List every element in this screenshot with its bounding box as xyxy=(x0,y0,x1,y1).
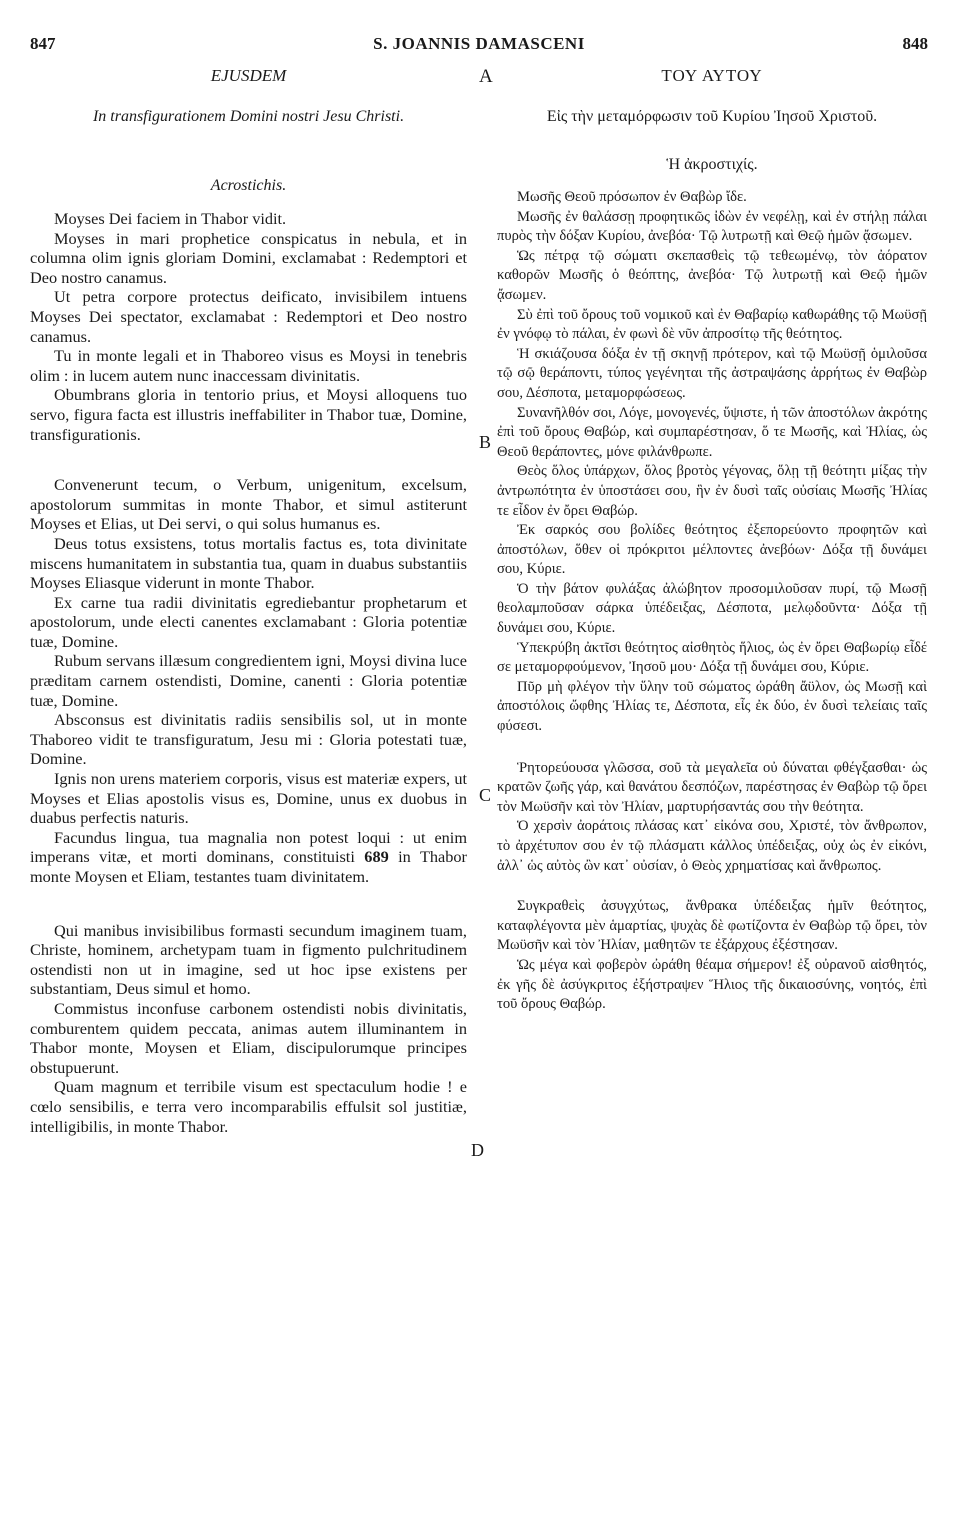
greek-paragraph: Ὁ τὴν βάτον φυλάξας ἀλώβητον προσομιλοῦσαν πυρί, τῷ Μωσῇ θεολαμποῦσαν σάρκα ὑπέδειξας, Δέσποτα, μελῳδοῦντα· Δόξα τῇ δυνάμει σου, Κύριε. xyxy=(497,580,927,637)
latin-paragraph: Absconsus est divinitatis radiis sensibilis sol, ut in monte Thaboreo vidit te transfiguratum, Jesu mi : Gloria potestati tuæ, Domine. xyxy=(30,710,467,769)
latin-paragraph: Tu in monte legali et in Thaboreo visus es Moysi in tenebris olim : in lucem autem nunc inaccessam divinitatis. xyxy=(30,346,467,385)
latin-paragraph-with-column-number xyxy=(30,828,467,887)
greek-paragraph: Ῥητορεύουσα γλῶσσα, σοῦ τὰ μεγαλεῖα οὐ δύναται φθέγξασθαι· ὡς κρατῶν ζωῆς γάρ, καὶ θανάτου δεσπόζων, παρέστησας ἐν Θαβὼρ τῷ ὄρει τὸν Μωϋσῆν καὶ τὸν Ἠλίαν, μαρτυρήσαντάς σου τὴν θεότητα. xyxy=(497,759,927,815)
latin-ode-3 xyxy=(30,921,467,1137)
greek-paragraph: Θεὸς ὅλος ὑπάρχων, ὅλος βροτὸς γέγονας, ὅλῃ τῇ θεότητι μίξας τὴν ἀντρωπότητα ἐν ὑποστάσει σου, ἣν ἐν δυσὶ ταῖς οὐσίαις Μωσῆς Ἠλίας τε εἶδον ἐν ὄρει Θαβώρ. xyxy=(497,463,927,519)
greek-column xyxy=(497,65,927,1015)
greek-paragraph: Ἐκ σαρκός σου βολίδες θεότητος ἐξεπορεύοντο προφητῶν καὶ ἀποστόλων, ὅθεν οἱ πρόκριτοι μέλποντες ἀνεβόων· Δόξα τῇ δυνάμει σου, Κύριε. xyxy=(497,522,927,578)
running-head xyxy=(30,34,928,58)
latin-paragraph: Commistus inconfuse carbonem ostendisti nobis divinitatis, comburentem quidem peccata, animas autem illuminantem in Thabor monte, Moysen et Eliam, discipulorumque principes obstupuerunt. xyxy=(30,998,467,1077)
greek-ode-4 xyxy=(497,897,927,1015)
greek-paragraph: Ὑπεκρύβη ἀκτῖσι θεότητος αἰσθητὸς ἥλιος, ὡς ἐν ὄρει Θαβωρίῳ εἶδέ σε μεταμορφούμενον, Ἰησοῦ μου· Δόξα τῇ δυνάμει σου, Κύριε. xyxy=(497,639,927,676)
margin-letter-d: D xyxy=(471,1140,484,1160)
greek-ode-1 xyxy=(497,188,927,404)
latin-paragraph: Ex carne tua radii divinitatis egrediebantur prophetarum et apostolorum, unde electi canentes exclamabant : Gloria potentiæ tuæ, Domine. xyxy=(30,592,467,651)
latin-paragraph-tail: in Thabor monte Moysen et Eliam, testantes tuam divinitatem. xyxy=(30,847,467,886)
latin-paragraph: Qui manibus invisibilibus formasti secundum imaginem tuam, Christe, hominem, archetypam tuam in figmento pulchritudinem ostendisti non ut in imagine, sed ut hoc ipse existens per substantiam, Deus simul et homo. xyxy=(30,920,467,999)
latin-paragraph: Ignis non urens materiem corporis, visus est materiæ expers, ut Moyses et Elias apostolis visus es, Domine, unus ex duobus in duabus perfectis naturis. xyxy=(30,769,467,828)
greek-paragraph: Ὡς πέτρᾳ τῷ σώματι σκεπασθεὶς τῷ τεθεωμένῳ, τὸν ἀόρατον καθορῶν Μωσῆς ὁ θεόπτης, ἀνεβόα· Τῷ λυτρωτῇ καὶ Θεῷ ἡμῶν ᾄσωμεν. xyxy=(497,247,927,303)
latin-title: In transfigurationem Domini nostri Jesu Christi. xyxy=(92,108,405,125)
latin-paragraph: Moyses Dei faciem in Thabor vidit. xyxy=(54,209,287,228)
margin-letter-b: B xyxy=(479,432,492,452)
latin-paragraph: Ut petra corpore protectus deificato, invisibilem intuens Moyses Dei spectator, exclamabat : Redemptori et Deo nostro canamus. xyxy=(30,287,467,346)
greek-paragraph: Σὺ ἐπὶ τοῦ ὄρους τοῦ νομικοῦ καὶ ἐν Θαβαρίῳ καθωράθης τῷ Μωϋσῇ ἐν γνόφῳ τὸ πάλαι, ἐν φωνὶ δὲ νῦν ἀπροσίτῳ τῆς θεότητος. xyxy=(497,306,927,343)
latin-paragraph-text: Facundus lingua, tua magnalia non potest loqui : ut enim imperans vitæ, et morti dominans, constituisti xyxy=(30,827,467,867)
latin-ode-1 xyxy=(30,209,467,444)
page-number-left: 847 xyxy=(30,34,56,53)
latin-paragraph: Convenerunt tecum, o Verbum, unigenitum, excelsum, apostolorum summitas in monte Thabor, et simul astiterunt Moyses et Elias, ut Dei servi, o qui solus humanus es. xyxy=(30,475,467,534)
column-number: 689 xyxy=(364,847,389,867)
greek-ode-3 xyxy=(497,759,927,877)
greek-acrostic-label: Ἡ ἀκροστιχίς. xyxy=(666,156,758,173)
greek-paragraph: Μωσῆς Θεοῦ πρόσωπον ἐν Θαβὼρ ἴδε. xyxy=(517,189,747,205)
greek-title: Εἰς τὴν μεταμόρφωσιν τοῦ Κυρίου Ἰησοῦ Χριστοῦ. xyxy=(546,108,878,125)
greek-heading: ΤΟΥ ΑΥΤΟΥ xyxy=(661,66,763,85)
latin-paragraph: Quam magnum et terribile visum est spectaculum hodie ! e cœlo sensibilis, e terra vero incomparabilis effulsit sol justitiæ, intelligibilis, in monte Thabor. xyxy=(30,1077,467,1136)
greek-ode-2 xyxy=(497,404,927,737)
latin-paragraph: Deus totus exsistens, totus mortalis factus es, tota divinitate miscens humanitatem in substantia tua, quam in duabus substantiis Moyses Eliasque viderunt in monte Thabor. xyxy=(30,533,467,593)
margin-letter-a: A xyxy=(479,66,493,87)
latin-heading: EJUSDEM xyxy=(210,66,287,85)
greek-paragraph: Ὁ χερσὶν ἀοράτοις πλάσας κατ᾽ εἰκόνα σου, Χριστέ, τὸν ἄνθρωπον, τὸ ἀρχέτυπον σου ἐν τῷ πλάσματι κάλλος ὑπέδειξας, οὐχ ὡς ἐν εἰκόνι, ἀλλ᾽ ὡς αὐτὸς ὢν κατ᾽ οὐσίαν, ὁ Θεὸς χρηματίσας καὶ ἄνθρωπος. xyxy=(497,818,927,874)
latin-paragraph: Rubum servans illæsum congredientem igni, Moysi divina luce præditam carnem ostendisti, Domine, canenti : Gloria potentiæ tuæ, Domine. xyxy=(30,651,467,710)
page-number-right: 848 xyxy=(902,34,928,53)
latin-paragraph: Moyses in mari prophetice conspicatus in nebula, et in columna olim ignis gloriam Domini, exclamabat : Redemptori et Deo nostro canamus. xyxy=(30,228,467,287)
running-title: S. JOANNIS DAMASCENI xyxy=(373,34,585,53)
greek-paragraph: Ὡς μέγα καὶ φοβερὸν ὠράθη θέαμα σήμερον! ἐξ οὐρανοῦ αἰσθητός, ἐκ γῆς δὲ ἀσύγκριτος ἐξήστραψεν Ἥλιος τῆς δικαιοσύνης, νοητός, ἐπὶ τοῦ ὄρους Θαβώρ. xyxy=(497,956,927,1013)
margin-letter-c: C xyxy=(479,785,492,805)
latin-ode-2 xyxy=(30,475,467,886)
greek-paragraph: Μωσῆς ἐν θαλάσσῃ προφητικῶς ἰδὼν ἐν νεφέλῃ, καὶ ἐν στήλῃ πάλαι πυρὸς τὴν δόξαν Κυρίου, ἀνεβόα· Τῷ λυτρωτῇ καὶ Θεῷ ἡμῶν ᾄσωμεν. xyxy=(497,208,927,245)
latin-column xyxy=(30,65,467,1136)
greek-paragraph: Πῦρ μὴ φλέγον τὴν ὕλην τοῦ σώματος ὠράθη ἄϋλον, ὡς Μωσῇ καὶ ἀποστόλοις ὤφθης Ἠλίας τε, Δέσποτα, εἷς ἐκ δύο, ἐν δυσὶ τελείαις ταῖς φύσεσι. xyxy=(497,678,927,735)
greek-paragraph: Συγκραθεὶς ἀσυγχύτως, ἄνθρακα ὑπέδειξας ἡμῖν θεότητος, καταφλέγοντα μὲν ἁμαρτίας, ψυχὰς δὲ φωτίζοντα ἐν Θαβὼρ τῷ ὄρει, τὸν Μωϋσῆν καὶ τὸν Ἠλίαν, μαθητῶν τε ἐξάρχους ἐξέστησαν. xyxy=(497,898,927,954)
latin-paragraph: Obumbrans gloria in tentorio prius, et Moysi alloquens tuo servo, figura facta est illustris ineffabiliter in Thabor tuæ, Domine, transfigurationis. xyxy=(30,385,467,444)
greek-paragraph: Ἡ σκιάζουσα δόξα ἐν τῇ σκηνῇ πρότερον, καὶ τῷ Μωϋσῇ ὁμιλοῦσα τῷ σῷ θεράποντι, τύπος γεγένηται τῆς ἀστραψάσης ἀρρήτως ἐν Θαβὼρ σου, Δέσποτα, μεταμορφώσεως. xyxy=(497,345,927,401)
greek-paragraph: Συνανῆλθόν σοι, Λόγε, μονογενές, ὕψιστε, ἡ τῶν ἀποστόλων ἀκρότης ἐπὶ τοῦ ὄρους Θαβώρ, καὶ συμπαρέστησαν, ὅ τε Μωσῆς, καὶ Ἠλίας, ὡς Θεοῦ θεράποντες, μόνε φιλάνθρωπε. xyxy=(497,404,927,460)
latin-acrostic-label: Acrostichis. xyxy=(210,177,287,194)
